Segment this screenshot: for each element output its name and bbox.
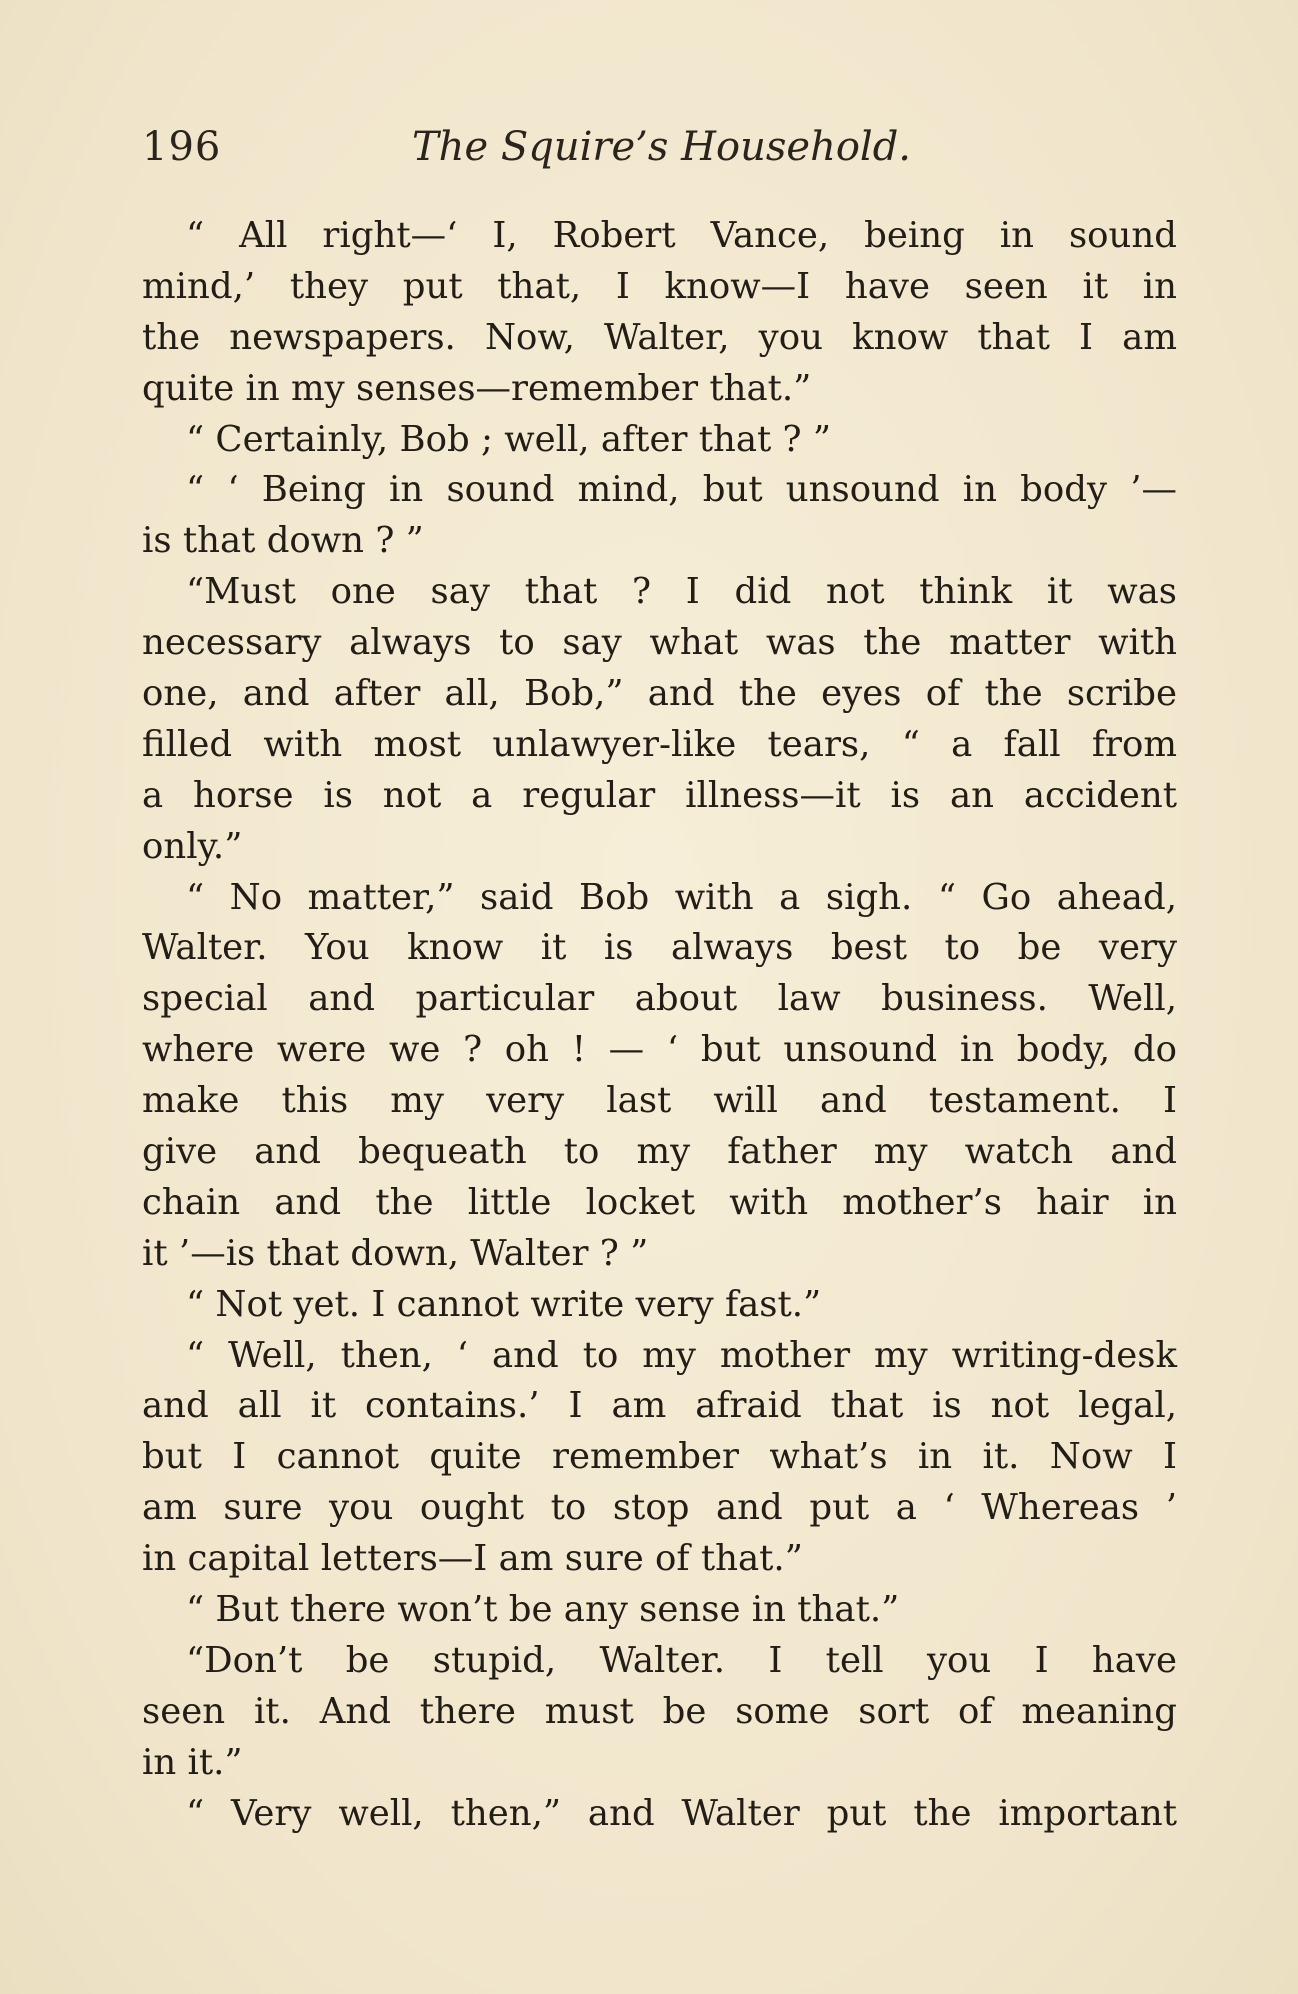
text-line: make this my very last will and testament. I: [142, 1080, 1177, 1122]
text-line: is that down ? ”: [142, 520, 424, 562]
text-line: am sure you ought to stop and put a ‘ Whereas ’: [142, 1487, 1177, 1529]
text-line: in capital letters—I am sure of that.”: [142, 1538, 803, 1580]
text-line: mind,’ they put that, I know—I have seen it in: [142, 265, 1177, 307]
page-header: [142, 124, 1177, 184]
text-line: necessary always to say what was the matter with: [142, 622, 1177, 664]
text-line: chain and the little locket with mother’s hair in: [142, 1181, 1177, 1223]
text-line: “ ‘ Being in sound mind, but unsound in body ’—: [186, 469, 1177, 511]
text-line: “ All right—‘ I, Robert Vance, being in sound: [186, 215, 1177, 256]
text-line: “ But there won’t be any sense in that.”: [186, 1589, 900, 1631]
text-line: “ Very well, then,” and Walter put the important: [186, 1792, 1177, 1834]
text-line: Walter. You know it is always best to be very: [142, 927, 1177, 969]
text-line: “Don’t be stupid, Walter. I tell you I have: [186, 1639, 1177, 1681]
text-line: seen it. And there must be some sort of meaning: [142, 1690, 1177, 1732]
text-line: only.”: [142, 825, 243, 867]
text-line: “ Not yet. I cannot write very fast.”: [186, 1283, 822, 1325]
text-line: one, and after all, Bob,” and the eyes of the scribe: [142, 673, 1177, 715]
text-line: in it.”: [142, 1741, 243, 1783]
text-line: “ Well, then, ‘ and to my mother my writing-desk: [186, 1334, 1177, 1376]
text-line: quite in my senses—remember that.”: [142, 367, 812, 409]
text-line: but I cannot quite remember what’s in it. Now I: [142, 1436, 1177, 1478]
text-line: a horse is not a regular illness—it is an accident: [142, 774, 1177, 816]
body-text: [142, 211, 1177, 1840]
text-line: “ Certainly, Bob ; well, after that ? ”: [186, 418, 832, 460]
text-line: and all it contains.’ I am afraid that is not legal,: [142, 1385, 1177, 1427]
text-line: give and bequeath to my father my watch and: [142, 1131, 1177, 1173]
text-line: it ’—is that down, Walter ? ”: [142, 1232, 649, 1274]
running-title: The Squire’s Household.: [412, 124, 912, 170]
page-number: 196: [142, 124, 222, 170]
text-line: where were we ? oh ! — ‘ but unsound in body, do: [142, 1029, 1177, 1071]
text-line: special and particular about law business. Well,: [142, 978, 1177, 1020]
text-line: “Must one say that ? I did not think it was: [186, 571, 1177, 613]
text-line: filled with most unlawyer-like tears, “ a fall from: [142, 723, 1177, 765]
text-line: the newspapers. Now, Walter, you know that I am: [142, 316, 1177, 358]
text-line: “ No matter,” said Bob with a sigh. “ Go ahead,: [186, 876, 1177, 918]
